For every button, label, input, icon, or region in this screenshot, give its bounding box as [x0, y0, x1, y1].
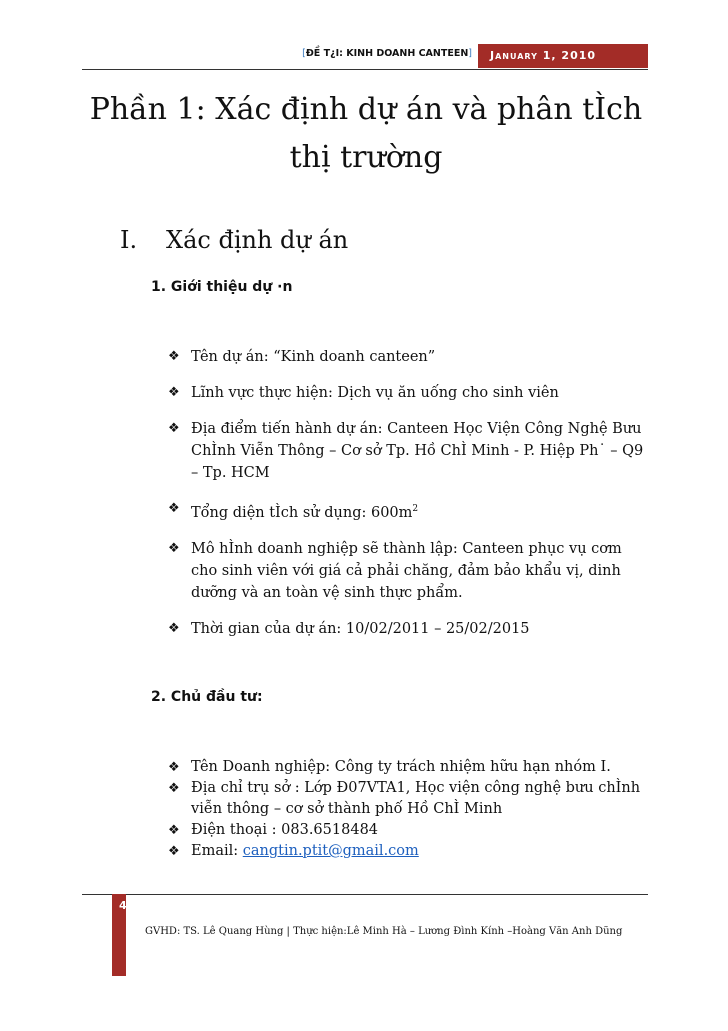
diamond-bullet-icon: ❖	[168, 620, 180, 636]
subsection-2-title: 2. Chủ đầu tư:	[151, 689, 263, 705]
footer-credits: GVHD: TS. Lê Quang Hùng | Thực hiện:Lê Minh Hà – Lương Đình Kính –Hoàng Văn Anh Dũng	[145, 926, 623, 937]
diamond-bullet-icon: ❖	[168, 349, 180, 364]
project-field-text: Lĩnh vực thực hiện: Dịch vụ ăn uống cho sinh viên	[191, 385, 559, 401]
diamond-bullet-icon: ❖	[168, 421, 180, 436]
project-info-list	[166, 346, 646, 640]
list-item	[166, 778, 646, 820]
project-name-text: Tên dự án: “Kinh doanh canteen”	[191, 349, 436, 365]
header-date: January 1, 2010	[478, 44, 648, 68]
diamond-bullet-icon: ❖	[168, 385, 180, 400]
project-duration-text: Thời gian của dự án: 10/02/2011 – 25/02/2015	[191, 620, 530, 637]
diamond-bullet-icon: ❖	[168, 540, 180, 556]
list-item	[166, 820, 646, 841]
bracket-open: [	[302, 48, 306, 59]
diamond-bullet-icon: ❖	[168, 781, 180, 796]
diamond-bullet-icon: ❖	[168, 844, 180, 859]
email-link[interactable]: cangtin.ptit@gmail.com	[242, 843, 419, 859]
header-topic-text: ĐỀ T¿I: KINH DOANH CANTEEN	[305, 48, 469, 59]
page-title: Phần 1: Xác định dự án và phân tÌch thị trường	[89, 92, 643, 175]
diamond-bullet-icon: ❖	[168, 501, 180, 516]
investor-info-list	[166, 757, 646, 862]
list-item	[166, 841, 646, 862]
email-label: Email:	[191, 843, 243, 859]
list-item	[166, 498, 646, 524]
section-number: I.	[120, 226, 138, 254]
header-topic	[250, 48, 472, 59]
footer-divider	[82, 894, 648, 895]
area-superscript: 2	[412, 504, 419, 514]
subsection-1-title: 1. Giới thiệu dự ·n	[151, 279, 293, 295]
list-item	[166, 346, 646, 368]
list-item	[166, 757, 646, 778]
header-divider	[82, 69, 648, 70]
diamond-bullet-icon: ❖	[168, 823, 180, 838]
list-item	[166, 418, 646, 484]
page-number: 4	[119, 899, 127, 912]
project-location-text: Địa điểm tiến hành dự án: Canteen Học Viện Công Nghệ Bưu ChÌnh Viễn Thông – Cơ sở Tp. Hồ ChÌ Minh - P. Hiệp Ph˙ – Q9 – Tp. HCM	[191, 421, 644, 481]
company-address-text: Địa chỉ trụ sở : Lớp Đ07VTA1, Học viện công nghệ bưu chÌnh viễn thông – cơ sở thành phố Hồ ChÌ Minh	[191, 780, 641, 817]
diamond-bullet-icon: ❖	[168, 760, 180, 775]
list-item	[166, 382, 646, 404]
project-area-text: Tổng diện tÌch sử dụng: 600m	[191, 504, 413, 521]
section-heading	[120, 226, 348, 254]
list-item	[166, 618, 646, 640]
section-title: Xác định dự án	[166, 226, 349, 254]
project-model-text: Mô hÌnh doanh nghiệp sẽ thành lập: Canteen phục vụ cơm cho sinh viên với giá cả phải chăng, đảm bảo khẩu vị, dinh dưỡng và an toàn vệ sinh thực phẩm.	[191, 540, 622, 601]
list-item	[166, 538, 646, 604]
bracket-close: ]	[468, 48, 472, 59]
company-name-text: Tên Doanh nghiệp: Công ty trách nhiệm hữu hạn nhóm I.	[191, 759, 611, 775]
phone-text: Điện thoại : 083.6518484	[191, 822, 379, 838]
